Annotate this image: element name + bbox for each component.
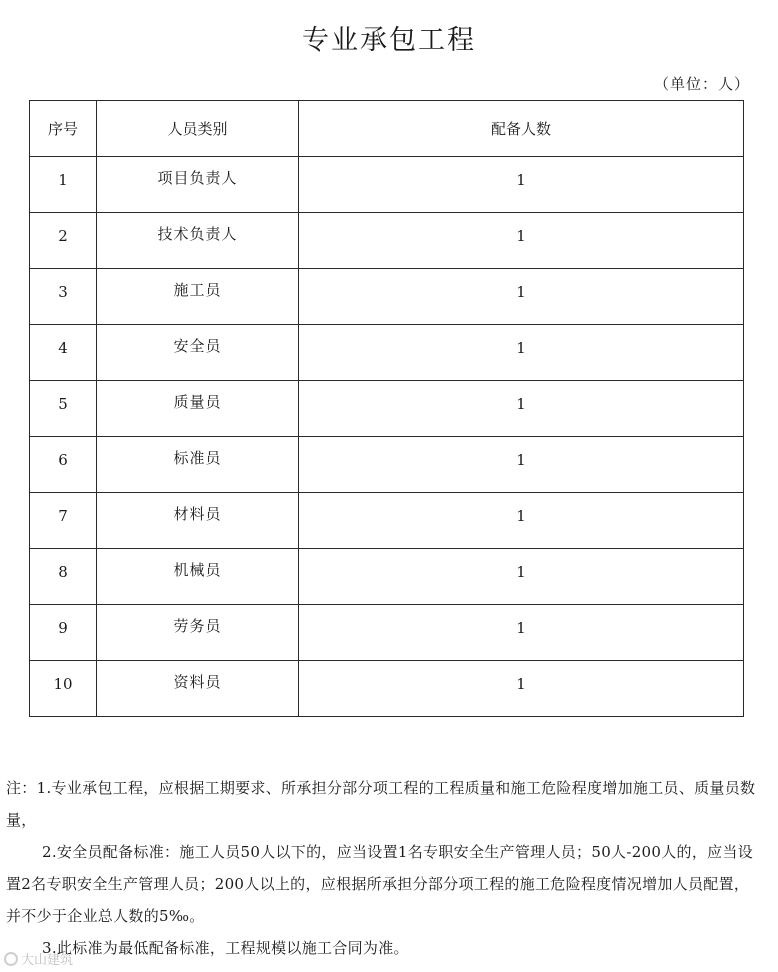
header-count: 配备人数	[299, 101, 744, 157]
table-row	[30, 269, 744, 325]
row-count: 1	[299, 549, 744, 605]
row-count: 1	[299, 437, 744, 493]
note-2: 2.安全员配备标准：施工人员50人以下的，应当设置1名专职安全生产管理人员；50人-200人的，应当设置2名专职安全生产管理人员；200人以上的，应根据所承担分部分项工程的施工危险程度情况增加人员配置，并不少于企业总人数的5‰。	[6, 843, 754, 925]
row-count: 1	[299, 605, 744, 661]
row-count: 1	[299, 661, 744, 717]
row-category: 安全员	[97, 325, 299, 381]
row-no: 3	[30, 269, 97, 325]
table-row	[30, 605, 744, 661]
row-category: 标准员	[97, 437, 299, 493]
row-count: 1	[299, 381, 744, 437]
table-row	[30, 325, 744, 381]
row-category: 项目负责人	[97, 157, 299, 213]
table-row	[30, 157, 744, 213]
row-no: 8	[30, 549, 97, 605]
row-category: 资料员	[97, 661, 299, 717]
table-row	[30, 437, 744, 493]
row-count: 1	[299, 325, 744, 381]
table-row	[30, 381, 744, 437]
row-no: 5	[30, 381, 97, 437]
page-title: 专业承包工程	[302, 25, 476, 56]
table-row	[30, 549, 744, 605]
row-category: 技术负责人	[97, 213, 299, 269]
table-row	[30, 493, 744, 549]
note-3: 3.此标准为最低配备标准，工程规模以施工合同为准。	[42, 939, 409, 957]
unit-label: （单位：人）	[653, 75, 750, 93]
row-no: 7	[30, 493, 97, 549]
note-1: 注：1.专业承包工程，应根据工期要求、所承担分部分项工程的工程质量和施工危险程度增加施工员、质量员数量，	[6, 779, 756, 829]
row-category: 材料员	[97, 493, 299, 549]
watermark	[4, 949, 73, 968]
table-header-row	[30, 101, 744, 157]
header-no: 序号	[30, 101, 97, 157]
row-no: 2	[30, 213, 97, 269]
table-row	[30, 661, 744, 717]
header-category: 人员类别	[97, 101, 299, 157]
staff-table	[29, 100, 744, 717]
table-row	[30, 213, 744, 269]
row-no: 6	[30, 437, 97, 493]
row-category: 机械员	[97, 549, 299, 605]
weibo-logo-icon	[4, 952, 18, 966]
watermark-text: 大山建筑	[21, 953, 74, 968]
row-count: 1	[299, 493, 744, 549]
row-category: 质量员	[97, 381, 299, 437]
row-count: 1	[299, 157, 744, 213]
row-no: 1	[30, 157, 97, 213]
row-count: 1	[299, 213, 744, 269]
row-category: 施工员	[97, 269, 299, 325]
row-no: 10	[30, 661, 97, 717]
row-no: 9	[30, 605, 97, 661]
notes-section	[6, 772, 762, 964]
row-count: 1	[299, 269, 744, 325]
row-no: 4	[30, 325, 97, 381]
row-category: 劳务员	[97, 605, 299, 661]
